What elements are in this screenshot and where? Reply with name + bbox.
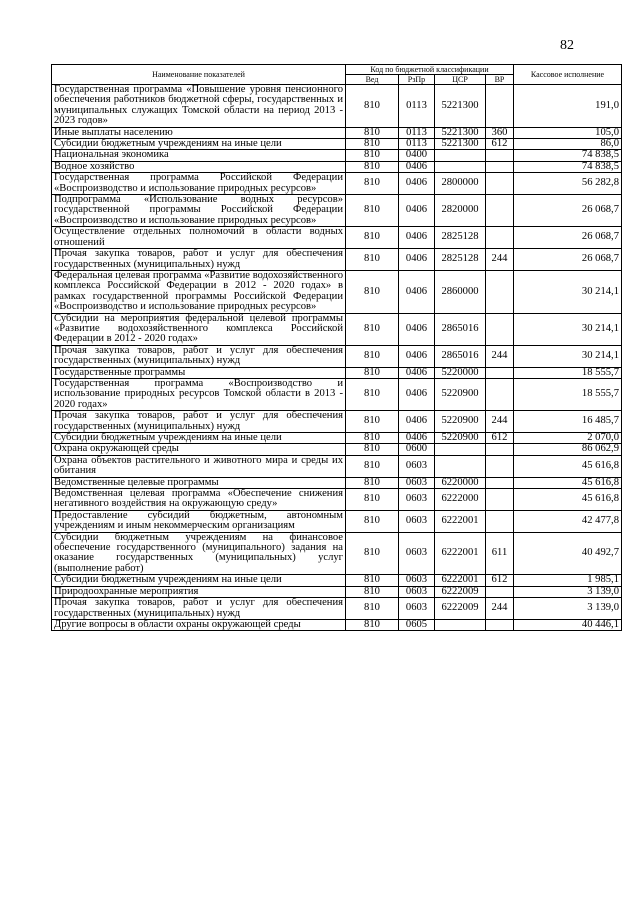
cell-name: Субсидии бюджетным учреждениям на иные цели (52, 575, 346, 586)
cell-csr: 5220900 (435, 378, 486, 410)
table-row (52, 161, 622, 172)
cell-vr (486, 455, 514, 477)
cell-vr (486, 270, 514, 313)
cell-vr: 612 (486, 575, 514, 586)
cell-name: Субсидии бюджетным учреждениям на иные цели (52, 433, 346, 444)
cell-ved: 810 (346, 161, 399, 172)
cell-amount: 26 068,7 (514, 195, 622, 227)
cell-rzpr: 0603 (399, 489, 435, 511)
cell-vr (486, 85, 514, 128)
cell-csr: 2865016 (435, 313, 486, 345)
cell-rzpr: 0603 (399, 510, 435, 532)
cell-csr (435, 455, 486, 477)
cell-rzpr: 0113 (399, 139, 435, 150)
cell-amount: 74 838,5 (514, 150, 622, 161)
cell-ved: 810 (346, 455, 399, 477)
cell-rzpr: 0406 (399, 270, 435, 313)
cell-ved: 810 (346, 411, 399, 433)
cell-vr (486, 150, 514, 161)
cell-name: Государственная программа Российской Федерации «Воспроизводство и использование природных ресурсов» (52, 173, 346, 195)
table-row (52, 127, 622, 138)
cell-vr (486, 586, 514, 597)
cell-rzpr: 0113 (399, 127, 435, 138)
cell-name: Охрана объектов растительного и животного мира и среды их обитания (52, 455, 346, 477)
cell-rzpr: 0400 (399, 150, 435, 161)
cell-name: Иные выплаты населению (52, 127, 346, 138)
table-row (52, 586, 622, 597)
cell-csr: 6222001 (435, 532, 486, 575)
cell-csr: 5220900 (435, 411, 486, 433)
cell-amount: 18 555,7 (514, 367, 622, 378)
header-name: Наименование показателей (52, 65, 346, 85)
table-row (52, 510, 622, 532)
table-row (52, 367, 622, 378)
table-row (52, 619, 622, 630)
cell-name: Прочая закупка товаров, работ и услуг для обеспечения государственных (муниципальных) нужд (52, 411, 346, 433)
table-row (52, 249, 622, 271)
cell-amount: 86,0 (514, 139, 622, 150)
cell-amount: 1 985,1 (514, 575, 622, 586)
cell-vr (486, 489, 514, 511)
cell-ved: 810 (346, 575, 399, 586)
cell-rzpr: 0406 (399, 345, 435, 367)
cell-ved: 810 (346, 227, 399, 249)
cell-ved: 810 (346, 510, 399, 532)
cell-rzpr: 0406 (399, 411, 435, 433)
cell-vr: 244 (486, 411, 514, 433)
table-row (52, 598, 622, 620)
cell-amount: 45 616,8 (514, 489, 622, 511)
table-row (52, 173, 622, 195)
cell-name: Прочая закупка товаров, работ и услуг для обеспечения государственных (муниципальных) нужд (52, 249, 346, 271)
cell-ved: 810 (346, 444, 399, 455)
header-code-group: Код по бюджетной классификации (346, 65, 514, 75)
header-vr: ВР (486, 75, 514, 85)
cell-name: Природоохранные мероприятия (52, 586, 346, 597)
cell-ved: 810 (346, 249, 399, 271)
cell-ved: 810 (346, 598, 399, 620)
cell-ved: 810 (346, 378, 399, 410)
cell-vr (486, 619, 514, 630)
header-amount: Кассовое исполнение (514, 65, 622, 85)
cell-rzpr: 0406 (399, 249, 435, 271)
cell-vr: 611 (486, 532, 514, 575)
cell-csr: 2865016 (435, 345, 486, 367)
cell-vr (486, 227, 514, 249)
cell-vr (486, 367, 514, 378)
cell-amount: 26 068,7 (514, 249, 622, 271)
cell-rzpr: 0603 (399, 477, 435, 488)
cell-amount: 3 139,0 (514, 586, 622, 597)
cell-rzpr: 0603 (399, 598, 435, 620)
cell-rzpr: 0406 (399, 367, 435, 378)
cell-vr (486, 313, 514, 345)
cell-csr: 5221300 (435, 127, 486, 138)
cell-ved: 810 (346, 313, 399, 345)
cell-csr: 6220000 (435, 477, 486, 488)
cell-csr: 2820000 (435, 195, 486, 227)
cell-amount: 45 616,8 (514, 477, 622, 488)
cell-csr: 5221300 (435, 139, 486, 150)
cell-rzpr: 0603 (399, 532, 435, 575)
cell-csr (435, 619, 486, 630)
cell-amount: 30 214,1 (514, 345, 622, 367)
cell-csr: 6222001 (435, 510, 486, 532)
cell-csr: 5221300 (435, 85, 486, 128)
cell-csr: 6222009 (435, 586, 486, 597)
cell-name: Прочая закупка товаров, работ и услуг для обеспечения государственных (муниципальных) нужд (52, 598, 346, 620)
cell-vr (486, 378, 514, 410)
table-body (52, 85, 622, 631)
cell-vr (486, 444, 514, 455)
cell-amount: 191,0 (514, 85, 622, 128)
header-row-top (52, 65, 622, 75)
cell-rzpr: 0406 (399, 227, 435, 249)
cell-name: Субсидии на мероприятия федеральной целевой программы «Развитие водохозяйственного комплекса Российской Федерации в 2012 - 2020 годах» (52, 313, 346, 345)
cell-amount: 40 446,1 (514, 619, 622, 630)
table-row (52, 433, 622, 444)
cell-ved: 810 (346, 85, 399, 128)
cell-rzpr: 0406 (399, 161, 435, 172)
cell-vr: 244 (486, 345, 514, 367)
table-row (52, 313, 622, 345)
cell-csr: 6222009 (435, 598, 486, 620)
cell-name: Осуществление отдельных полномочий в области водных отношений (52, 227, 346, 249)
cell-name: Водное хозяйство (52, 161, 346, 172)
table-row (52, 270, 622, 313)
cell-csr: 2860000 (435, 270, 486, 313)
table-row (52, 532, 622, 575)
table-row (52, 227, 622, 249)
table-row (52, 139, 622, 150)
cell-csr: 2825128 (435, 227, 486, 249)
cell-amount: 105,0 (514, 127, 622, 138)
cell-vr: 244 (486, 249, 514, 271)
cell-name: Федеральная целевая программа «Развитие водохозяйственного комплекса Российской Федерации в 2012 - 2020 годах» в рамках государственной программы Российской Федерации «Воспроизводство и использование природных ресурсов» (52, 270, 346, 313)
cell-name: Подпрограмма «Использование водных ресурсов» государственной программы Российской Федерации «Воспроизводство и использование природных ресурсов» (52, 195, 346, 227)
budget-table (51, 64, 622, 631)
cell-name: Национальная экономика (52, 150, 346, 161)
cell-amount: 16 485,7 (514, 411, 622, 433)
cell-ved: 810 (346, 270, 399, 313)
cell-name: Прочая закупка товаров, работ и услуг для обеспечения государственных (муниципальных) нужд (52, 345, 346, 367)
cell-ved: 810 (346, 195, 399, 227)
cell-rzpr: 0603 (399, 455, 435, 477)
cell-csr: 6222000 (435, 489, 486, 511)
cell-rzpr: 0600 (399, 444, 435, 455)
cell-amount: 26 068,7 (514, 227, 622, 249)
page-number: 82 (560, 38, 574, 53)
cell-name: Государственная программа «Воспроизводство и использование природных ресурсов Томской области в 2013 - 2020 годах» (52, 378, 346, 410)
cell-rzpr: 0406 (399, 195, 435, 227)
cell-rzpr: 0406 (399, 433, 435, 444)
cell-rzpr: 0113 (399, 85, 435, 128)
cell-vr (486, 477, 514, 488)
cell-ved: 810 (346, 586, 399, 597)
cell-vr (486, 195, 514, 227)
cell-name: Субсидии бюджетным учреждениям на финансовое обеспечение государственного (муниципального) задания на оказание государственных (муниципальных) услуг (выполнение работ) (52, 532, 346, 575)
table-row (52, 378, 622, 410)
table-row (52, 150, 622, 161)
cell-rzpr: 0406 (399, 313, 435, 345)
cell-ved: 810 (346, 619, 399, 630)
table-row (52, 85, 622, 128)
cell-amount: 3 139,0 (514, 598, 622, 620)
cell-csr (435, 161, 486, 172)
cell-ved: 810 (346, 489, 399, 511)
table-row (52, 489, 622, 511)
cell-csr: 5220000 (435, 367, 486, 378)
cell-amount: 40 492,7 (514, 532, 622, 575)
cell-ved: 810 (346, 433, 399, 444)
cell-ved: 810 (346, 345, 399, 367)
cell-vr: 612 (486, 433, 514, 444)
cell-ved: 810 (346, 367, 399, 378)
cell-amount: 42 477,8 (514, 510, 622, 532)
cell-rzpr: 0605 (399, 619, 435, 630)
cell-amount: 45 616,8 (514, 455, 622, 477)
cell-rzpr: 0406 (399, 173, 435, 195)
cell-vr: 612 (486, 139, 514, 150)
cell-amount: 74 838,5 (514, 161, 622, 172)
cell-csr: 5220900 (435, 433, 486, 444)
cell-amount: 30 214,1 (514, 313, 622, 345)
table-row (52, 477, 622, 488)
cell-amount: 56 282,8 (514, 173, 622, 195)
cell-vr (486, 510, 514, 532)
header-ved: Вед (346, 75, 399, 85)
table-row (52, 455, 622, 477)
cell-name: Государственные программы (52, 367, 346, 378)
cell-csr: 2825128 (435, 249, 486, 271)
cell-rzpr: 0406 (399, 378, 435, 410)
table-row (52, 575, 622, 586)
header-csr: ЦСР (435, 75, 486, 85)
cell-name: Ведомственная целевая программа «Обеспечение снижения негативного воздействия на окружающую среду» (52, 489, 346, 511)
cell-csr: 2800000 (435, 173, 486, 195)
cell-name: Ведомственные целевые программы (52, 477, 346, 488)
cell-vr: 360 (486, 127, 514, 138)
table-row (52, 195, 622, 227)
cell-amount: 30 214,1 (514, 270, 622, 313)
table-row (52, 345, 622, 367)
cell-csr: 6222001 (435, 575, 486, 586)
cell-vr (486, 173, 514, 195)
cell-name: Государственная программа «Повышение уровня пенсионного обеспечения работников бюджетной сферы, государственных и муниципальных служащих Томской области на период 2013 - 2023 годов» (52, 85, 346, 128)
cell-vr (486, 161, 514, 172)
cell-name: Субсидии бюджетным учреждениям на иные цели (52, 139, 346, 150)
header-rzpr: РзПр (399, 75, 435, 85)
cell-ved: 810 (346, 127, 399, 138)
table-row (52, 411, 622, 433)
cell-ved: 810 (346, 532, 399, 575)
cell-ved: 810 (346, 139, 399, 150)
cell-amount: 86 062,9 (514, 444, 622, 455)
cell-rzpr: 0603 (399, 575, 435, 586)
cell-amount: 2 070,0 (514, 433, 622, 444)
table-row (52, 444, 622, 455)
cell-ved: 810 (346, 477, 399, 488)
cell-name: Охрана окружающей среды (52, 444, 346, 455)
cell-amount: 18 555,7 (514, 378, 622, 410)
cell-csr (435, 150, 486, 161)
cell-vr: 244 (486, 598, 514, 620)
cell-name: Предоставление субсидий бюджетным, автономным учреждениям и иным некоммерческим организациям (52, 510, 346, 532)
cell-name: Другие вопросы в области охраны окружающей среды (52, 619, 346, 630)
cell-rzpr: 0603 (399, 586, 435, 597)
cell-ved: 810 (346, 173, 399, 195)
cell-ved: 810 (346, 150, 399, 161)
cell-csr (435, 444, 486, 455)
